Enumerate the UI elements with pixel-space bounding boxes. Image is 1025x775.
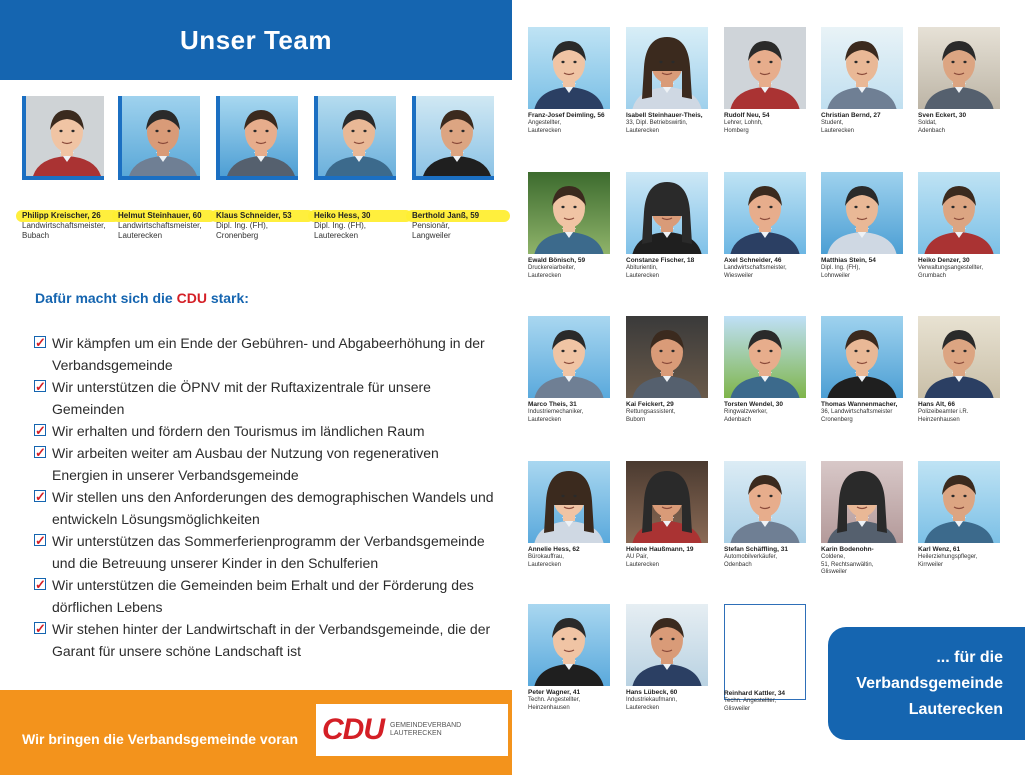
member-name: Peter Wagner, 41 <box>528 689 581 696</box>
member-desc-line: Glisweiler <box>724 705 751 712</box>
member-photo <box>821 27 903 109</box>
member-desc <box>918 554 1010 569</box>
member-photo <box>528 27 610 109</box>
member-tile <box>626 316 718 424</box>
member-tile <box>918 316 1010 424</box>
member-photo <box>626 316 708 398</box>
team-panel <box>0 0 512 775</box>
member-desc-line: AU Pair, <box>626 554 649 560</box>
member-desc-line: Cronenberg <box>821 416 853 423</box>
member-desc-line: Glisweiler <box>821 569 848 575</box>
member-name: Annelie Hess, 62 <box>528 546 580 553</box>
member-tile <box>528 316 620 424</box>
member-photo <box>918 27 1000 109</box>
top-member-card <box>22 96 112 241</box>
checklist-item <box>34 442 494 486</box>
cause-title-cdu: CDU <box>176 290 207 306</box>
member-photo <box>821 172 903 254</box>
member-name: Rudolf Neu, 54 <box>724 112 770 119</box>
member-desc <box>626 697 718 712</box>
checkbox-icon <box>34 380 46 392</box>
member-photo <box>724 461 806 543</box>
member-name: Stefan Schäffling, 31 <box>724 546 788 553</box>
member-desc <box>724 698 816 713</box>
member-tile <box>724 172 816 280</box>
member-name: Karl Wenz, 61 <box>918 546 961 553</box>
member-desc-line: Lauterecken <box>314 231 359 240</box>
member-desc-line: Landwirtschaftsmeister, <box>724 265 787 271</box>
cdu-logo-line1: GEMEINDEVERBAND <box>390 722 462 729</box>
member-photo <box>22 96 104 180</box>
member-desc-line: Polizeibeamter i.R. <box>918 409 969 415</box>
checkbox-icon <box>34 336 46 348</box>
member-tile <box>724 604 816 713</box>
slogan: Wir bringen die Verbandsgemeinde voran <box>22 731 299 747</box>
footer-bar <box>0 690 512 775</box>
member-desc <box>626 120 718 135</box>
member-desc <box>918 265 1010 280</box>
member-desc-line: Automobilverkäufer, <box>724 554 778 560</box>
member-photo <box>626 172 708 254</box>
member-desc-line: Lehrer, Lohnh, <box>724 120 763 126</box>
member-name: Thomas Wannenmacher, <box>821 401 898 408</box>
member-desc-line: Industriemechaniker, <box>528 409 584 415</box>
member-tile <box>626 172 718 280</box>
checklist-text: Wir unterstützen die Gemeinden beim Erhalt und der Förderung des dörflichen Lebens <box>52 577 474 615</box>
member-photo <box>314 96 396 180</box>
member-tile <box>821 27 913 135</box>
member-desc <box>118 221 208 241</box>
checkbox-icon <box>34 534 46 546</box>
member-name: Christian Bernd, 27 <box>821 112 881 119</box>
member-tile <box>724 461 816 569</box>
checkbox-icon <box>34 446 46 458</box>
member-photo <box>626 461 708 543</box>
member-photo <box>918 316 1000 398</box>
member-desc <box>821 265 913 280</box>
member-photo-placeholder <box>724 604 806 700</box>
member-desc-line: Cronenberg <box>216 231 259 240</box>
member-desc-line: Heilerziehungspfleger, <box>918 554 978 560</box>
member-desc-line: Industriekaufmann, <box>626 697 678 703</box>
member-desc-line: Homberg <box>724 127 749 134</box>
member-desc-line: Heinzenhausen <box>918 416 960 423</box>
top-member-card <box>412 96 502 241</box>
member-desc-line: Adenbach <box>918 127 946 134</box>
member-tile <box>821 316 913 424</box>
checklist-text: Wir stehen hinter der Landwirtschaft in der Verbandsgemeinde, die der Garant für unsere schöne Landschaft ist <box>52 621 491 659</box>
promo-line-3: Lauterecken <box>908 700 1003 718</box>
member-desc <box>724 409 816 424</box>
member-photo <box>724 27 806 109</box>
member-desc-line: Abiturientin, <box>626 265 658 271</box>
member-desc-line: Bürokauffrau, <box>528 554 564 560</box>
member-desc <box>216 221 306 241</box>
member-desc-line: Rettungsassistent, <box>626 409 676 415</box>
member-name: Helmut Steinhauer, 60 <box>118 211 202 220</box>
member-desc <box>528 265 620 280</box>
member-name: Kai Feickert, 29 <box>626 401 674 408</box>
member-name: Reinhard Kattler, 34 <box>724 690 786 697</box>
checklist-text: Wir kämpfen um ein Ende der Gebühren- und Abgabeerhöhung in der Verbandsgemeinde <box>52 335 485 373</box>
member-desc <box>821 409 913 424</box>
checklist-text: Wir arbeiten weiter am Ausbau der Nutzung von regenerativen Energien in unserer Verbandsgemeinde <box>52 445 439 483</box>
member-desc-line: Lauterecken <box>528 272 562 279</box>
member-desc-line: Techn. Angestellter, <box>528 697 581 703</box>
checklist-item <box>34 420 494 442</box>
member-desc-line: 33, Dipl. Betriebswirtin, <box>626 120 688 126</box>
member-desc <box>528 409 620 424</box>
member-desc-line: Lauterecken <box>626 127 660 134</box>
member-tile <box>918 461 1010 569</box>
member-desc <box>528 554 620 569</box>
member-tile <box>724 316 816 424</box>
member-photo <box>724 316 806 398</box>
member-photo <box>724 172 806 254</box>
checklist-text: Wir erhalten und fördern den Tourismus im ländlichen Raum <box>52 423 425 439</box>
member-tile <box>626 604 718 712</box>
member-desc-line: Lauterecken <box>528 416 562 423</box>
checkbox-icon <box>34 578 46 590</box>
member-desc-line: Lauterecken <box>528 561 562 568</box>
member-name: Franz-Josef Deimling, 56 <box>528 112 605 119</box>
member-desc-line: Kirrweiler <box>918 561 944 568</box>
member-desc-line: Dipl. Ing. (FH), <box>314 221 367 230</box>
member-tile <box>626 27 718 135</box>
member-name: Berthold Janß, 59 <box>412 211 480 220</box>
member-name: Hans Lübeck, 60 <box>626 689 678 696</box>
member-desc-line: Buborn <box>626 416 646 423</box>
checklist-item <box>34 618 494 662</box>
checklist-text: Wir unterstützen die ÖPNV mit der Ruftaxizentrale für unsere Gemeinden <box>52 379 431 417</box>
member-desc <box>724 265 816 280</box>
member-tile <box>724 27 816 135</box>
member-desc-line: Wiesweiler <box>724 272 754 279</box>
promo-line-2: Verbandsgemeinde <box>856 674 1003 692</box>
top-member-card <box>118 96 208 241</box>
checklist <box>34 332 494 662</box>
member-name: Torsten Wendel, 30 <box>724 401 783 408</box>
member-tile <box>528 172 620 280</box>
member-name: Philipp Kreischer, 26 <box>22 211 101 220</box>
cdu-logo-subtext <box>390 722 461 738</box>
member-desc <box>724 554 816 569</box>
member-desc-line: Soldat, <box>918 120 937 126</box>
member-name: Klaus Schneider, 53 <box>216 211 292 220</box>
cause-title-pre: Dafür macht sich die <box>35 290 177 306</box>
member-desc <box>528 120 620 135</box>
member-desc-line: Student, <box>821 120 844 126</box>
member-name: Heiko Denzer, 30 <box>918 257 970 264</box>
member-desc-line: Techn. Angestellter, <box>724 698 777 704</box>
member-desc-line: Lauterecken <box>118 231 163 240</box>
member-desc-line: Druckereiarbeiter, <box>528 265 576 271</box>
member-desc-line: Odenbach <box>724 561 752 568</box>
member-photo <box>626 604 708 686</box>
member-desc-line: Ringwalzwerker, <box>724 409 768 415</box>
member-desc-line: Lauterecken <box>626 704 660 711</box>
member-photo <box>118 96 200 180</box>
cause-title-post: stark: <box>206 290 249 306</box>
member-tile <box>528 27 620 135</box>
member-name: Ewald Bönisch, 59 <box>528 257 586 264</box>
member-name: Karin Bodenohn- <box>821 546 874 553</box>
checklist-text: Wir unterstützen das Sommerferienprogramm der Verbandsgemeinde und die Betreuung unserer Kinder in den Schulferien <box>52 533 485 571</box>
cause-title <box>35 290 249 306</box>
member-desc <box>626 265 718 280</box>
member-photo <box>528 172 610 254</box>
checklist-item <box>34 530 494 574</box>
member-desc-line: Lohnweiler <box>821 272 851 279</box>
member-desc-line: Coldene, <box>821 554 846 560</box>
member-desc <box>821 120 913 135</box>
member-name: Marco Theis, 31 <box>528 401 577 408</box>
member-desc-line: Dipl. Ing. (FH), <box>821 265 861 271</box>
top-member-card <box>216 96 306 241</box>
member-desc-line: Lauterecken <box>626 272 660 279</box>
checklist-item <box>34 486 494 530</box>
member-tile <box>821 172 913 280</box>
member-tile <box>918 27 1010 135</box>
member-desc <box>918 409 1010 424</box>
checklist-item <box>34 332 494 376</box>
checklist-text: Wir stellen uns den Anforderungen des demographischen Wandels und entwickeln Lösungsmöglichkeiten <box>52 489 494 527</box>
member-photo <box>821 316 903 398</box>
member-desc-line: Lauterecken <box>821 127 855 134</box>
team-header <box>0 0 512 80</box>
member-tile <box>528 461 620 569</box>
team-title: Unser Team <box>180 24 332 55</box>
member-desc-line: 36, Landwirtschaftsmeister <box>821 409 893 415</box>
checkbox-icon <box>34 490 46 502</box>
member-photo <box>528 316 610 398</box>
member-photo <box>821 461 903 543</box>
member-desc <box>314 221 404 241</box>
member-photo <box>216 96 298 180</box>
member-desc <box>22 221 112 241</box>
cdu-logo <box>316 704 508 756</box>
member-photo <box>528 461 610 543</box>
member-name: Constanze Fischer, 18 <box>626 257 695 264</box>
member-name: Heiko Hess, 30 <box>314 211 371 220</box>
member-tile <box>918 172 1010 280</box>
member-desc-line: Dipl. Ing. (FH), <box>216 221 269 230</box>
member-desc-line: Bubach <box>22 231 50 240</box>
member-desc-line: Pensionär, <box>412 221 450 230</box>
member-desc <box>528 697 620 712</box>
member-photo <box>626 27 708 109</box>
member-name: Helene Haußmann, 19 <box>626 546 694 553</box>
member-name: Sven Eckert, 30 <box>918 112 967 119</box>
member-desc <box>626 409 718 424</box>
checkbox-icon <box>34 622 46 634</box>
member-tile <box>821 461 913 577</box>
member-name: Isabell Steinhauer-Theis, <box>626 112 703 119</box>
top-member-card <box>314 96 404 241</box>
promo-line-1: ... für die <box>936 648 1003 666</box>
member-desc-line: Landwirtschaftsmeister, <box>22 221 106 230</box>
member-desc-line: Lauterecken <box>528 127 562 134</box>
member-desc-line: Grumbach <box>918 272 947 279</box>
member-photo <box>412 96 494 180</box>
checkbox-icon <box>34 424 46 436</box>
member-desc <box>724 120 816 135</box>
member-desc-line: Adenbach <box>724 416 752 423</box>
member-photo <box>918 172 1000 254</box>
member-desc-line: Heinzenhausen <box>528 704 570 711</box>
checklist-item <box>34 574 494 618</box>
member-tile <box>626 461 718 569</box>
member-desc-line: 51, Rechtsanwältin, <box>821 561 874 568</box>
member-name: Matthias Stein, 54 <box>821 257 876 264</box>
member-desc <box>412 221 502 241</box>
member-tile <box>528 604 620 712</box>
member-desc <box>918 120 1010 135</box>
member-name: Axel Schneider, 46 <box>724 257 782 264</box>
member-desc-line: Landwirtschaftsmeister, <box>118 221 202 230</box>
member-photo <box>528 604 610 686</box>
member-desc-line: Verwaltungsangestellter, <box>918 265 984 271</box>
member-desc-line: Angestellter, <box>528 120 562 126</box>
promo-box <box>828 627 1025 740</box>
member-desc-line: Lauterecken <box>626 561 660 568</box>
member-photo <box>918 461 1000 543</box>
member-name: Hans Alt, 66 <box>918 401 955 408</box>
cdu-logo-line2: LAUTERECKEN <box>390 730 442 737</box>
member-desc-line: Langweiler <box>412 231 451 240</box>
checklist-item <box>34 376 494 420</box>
cdu-logo-letters: CDU <box>322 713 384 746</box>
member-desc <box>821 554 913 577</box>
member-desc <box>626 554 718 569</box>
